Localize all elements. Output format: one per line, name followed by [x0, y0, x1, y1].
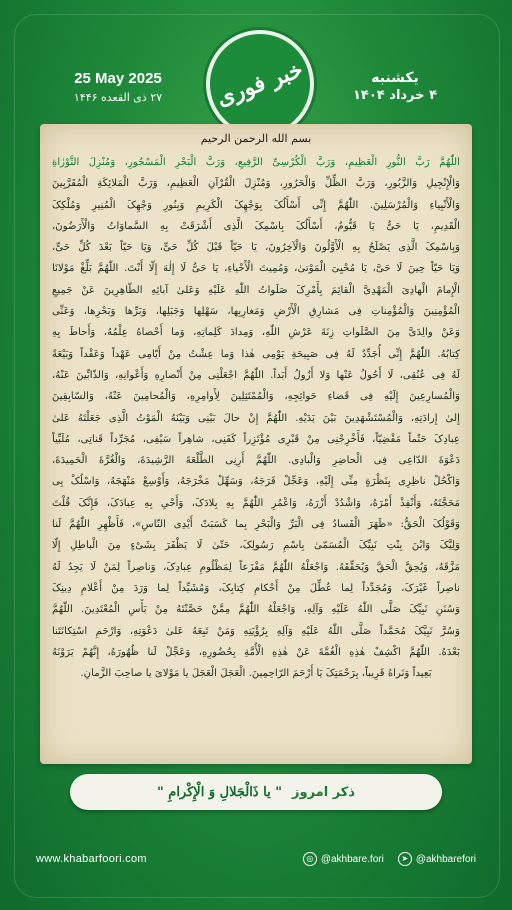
prayer-line: بَعِیداً وَنَراهُ قَرِیباً، بِرَحْمَتِکَ یَا أَرْحَمَ الرّاحِمِینَ. الْعَجَلَ الْعَجَلَ یا مَوْلایَ یا صاحِبَ الزَّمانِ. — [80, 668, 432, 680]
prayer-line: دَعْوَةَ الدّاعِی فِی الْحاضِرِ وَالْبادِی. اللّٰهُمَّ أَرِنِی الطَّلْعَةَ الرَّشِیدَةَ، وَالْغُرَّةَ الْحَمِیدَةَ، — [52, 455, 460, 467]
prayer-line: وَالْأَنْبِیاءِ وَالْمُرْسَلِینَ. اللّٰهُمَّ إِنِّی أَسْأَلُکَ بِوَجْهِکَ الْکَرِیمِ وَبِنُورِ وَجْهِکَ الْمُنِیرِ وَمُلْکِکَ — [52, 199, 460, 211]
prayer-line: وَقَوْلُکَ الْحَقُّ: «ظَهَرَ الْفَسادُ فِی الْبَرِّ وَالْبَحْرِ بِما کَسَبَتْ أَیْدِی النّاسِ»، فَأَظْهِرِ اللّٰهُمَّ لَنا — [52, 519, 460, 531]
prayer-line: وَاکْحُلْ ناظِرِی بِنَظْرَةٍ مِنِّی إِلَیْهِ، وَعَجِّلْ فَرَجَهُ، وَسَهِّلْ مَخْرَجَهُ، وَأَوْسِعْ مَنْهَجَهُ، وَاسْلُکْ بِی — [52, 476, 460, 488]
prayer-line: وَالْمُسارِعِینَ إِلَیْهِ فِی قَضاءِ حَوائِجِهِ، وَالْمُمْتَثِلِینَ لِأَوامِرِهِ، وَالْمُحامِینَ عَنْهُ، وَالسّابِقِینَ — [52, 391, 460, 403]
prayer-line: لَهُ فِی عُنُقِی، لَا أَحُولُ عَنْها وَلا أَزُولُ أَبَداً. اللّٰهُمَّ اجْعَلْنِی مِنْ أَنْصارِهِ وَأَعْوانِهِ، وَالذّابِّینَ عَنْهُ، — [52, 369, 460, 381]
footer — [36, 852, 476, 866]
telegram-icon: ➤ — [398, 852, 412, 866]
prayer-line: بَعْدَهُ. اللّٰهُمَّ اکْشِفْ هٰذِهِ الْغُمَّةَ عَنْ هٰذِهِ الْأُمَّةِ بِحُضُورِهِ، وَعَجِّلْ لَنا ظُهُورَهُ، إِنَّهُمْ یَرَوْنَهُ — [52, 646, 460, 658]
social-telegram[interactable] — [398, 852, 476, 866]
prayer-line: مَحَجَّتَهُ، وَأَنْفِذْ أَمْرَهُ، وَاشْدُدْ أَزْرَهُ، وَاعْمُرِ اللّٰهُمَّ بِهِ بِلادَکَ، وَأَحْیِ بِهِ عِبادَکَ، فَإِنَّکَ قُلْتَ — [52, 497, 460, 509]
prayer-line: وَالْإِنْجِیلِ وَالزَّبُورِ، وَرَبَّ الظِّلِّ وَالْحَرُورِ، وَمُنْزِلَ الْقُرْآنِ الْعَظِیمِ، وَرَبَّ الْمَلائِکَةِ الْمُقَرَّبِینَ — [52, 178, 460, 190]
gregorian-date-block — [58, 70, 178, 104]
prayer-line: وَلِیَّکَ وَابْنَ بِنْتِ نَبِیِّکَ الْمُسَمّىٰ بِاسْمِ رَسُولِکَ، حَتّىٰ لَا یَظْفَرَ بِشَیْءٍ مِنَ الْباطِلِ إِلّا — [52, 540, 460, 552]
zekr-label: ذکر امروز — [292, 784, 356, 800]
prayer-paper — [40, 124, 472, 764]
zekr-text: " یا ذَالْجَلالِ وَ الْإِکْرامِ " — [156, 784, 283, 800]
prayer-line: وَسُنَنِ نَبِیِّکَ صَلَّى اللّٰهُ عَلَیْهِ وَآلِهِ، وَاجْعَلْهُ اللّٰهُمَّ مِمَّنْ حَصَّنْتَهُ مِنْ بَأْسِ الْمُعْتَدِینَ. اللّٰهُمَّ — [52, 604, 460, 616]
telegram-handle: @akhbarefori — [415, 853, 476, 865]
instagram-icon: ◎ — [303, 852, 317, 866]
solar-date-block — [330, 70, 460, 103]
prayer-line: وَبِاسْمِکَ الَّذِی یَصْلَحُ بِهِ الْأَوَّلُونَ وَالْآخِرُونَ، یَا حَیّاً قَبْلَ کُلِّ حَیٍّ، وَیَا حَیّاً بَعْدَ کُلِّ حَیٍّ، — [52, 242, 460, 254]
prayer-text — [52, 152, 460, 752]
prayer-line: وَیَا حَیّاً حِینَ لَا حَیَّ، یَا مُحْیِیَ الْمَوْتىٰ، وَمُمِیتَ الْأَحْیاءِ، یَا حَیُّ لَا إِلٰهَ إِلّا أَنْتَ. اللّٰهُمَّ بَلِّغْ مَوْلانَا — [52, 263, 460, 275]
hijri-date: ۲۷ ذی القعده ۱۴۴۶ — [73, 91, 163, 104]
prayer-line: إِلىٰ إِرادَتِهِ، وَالْمُسْتَشْهَدِینَ بَیْنَ یَدَیْهِ. اللّٰهُمَّ إِنْ حالَ بَیْنِی وَبَیْنَهُ الْمَوْتُ الَّذِی جَعَلْتَهُ عَلىٰ — [52, 412, 460, 424]
prayer-line: ناصِراً غَیْرَکَ، وَمُجَدِّداً لِما عُطِّلَ مِنْ أَحْکامِ کِتابِکَ، وَمُشَیِّداً لِما وَرَدَ مِنْ أَعْلامِ دِینِکَ — [52, 582, 460, 594]
social-links — [303, 852, 476, 866]
prayer-line: وَعَنْ والِدَیَّ مِنَ الصَّلَواتِ زِنَةَ عَرْشِ اللّٰهِ، وَمِدادَ کَلِماتِهِ، وَما أَحْصاهُ عِلْمُهُ، وَأَحاطَ بِهِ — [52, 327, 460, 339]
prayer-line: اللّٰهُمَّ رَبَّ النُّورِ الْعَظِیمِ، وَرَبَّ الْکُرْسِیِّ الرَّفِیعِ، وَرَبَّ الْبَحْرِ الْمَسْجُورِ، وَمُنْزِلَ التَّوْرٰاةِ — [52, 157, 460, 168]
prayer-line: مَزَّقَهُ، وَیُحِقَّ الْحَقَّ وَیُحَقِّقَهُ. وَاجْعَلْهُ اللّٰهُمَّ مَفْزَعاً لِمَظْلُومِ عِبادِکَ، وَناصِراً لِمَنْ لَا یَجِدُ لَهُ — [52, 561, 460, 573]
prayer-line: الْمُؤْمِنِینَ وَالْمُؤْمِناتِ فِی مَشارِقِ الْأَرْضِ وَمَغارِبِها، سَهْلِها وَجَبَلِها، وَبَرِّها وَبَحْرِها، وَعَنِّی — [52, 306, 460, 318]
prayer-line: عِبادِکَ حَتْماً مَقْضِیّاً، فَأَخْرِجْنِی مِنْ قَبْرِی مُؤْتَزِراً کَفَنِی، شاهِراً سَیْفِی، مُجَرِّداً قَناتِی، مُلَبِّیاً — [52, 433, 460, 445]
khabarfoori-logo — [206, 30, 314, 138]
gregorian-date: 25 May 2025 — [74, 70, 162, 87]
logo-text: خبر فوری — [213, 56, 307, 112]
instagram-handle: @akhbare.fori — [320, 853, 384, 865]
solar-date: ۴ خرداد ۱۴۰۴ — [353, 88, 437, 103]
social-instagram[interactable] — [303, 852, 384, 866]
prayer-line: کِتابُهُ. اللّٰهُمَّ إِنِّی أُجَدِّدُ لَهُ فِی صَبِیحَةِ یَوْمِی هٰذا وَما عِشْتُ مِنْ أَیّامِی عَهْداً وَعَقْداً وَبَیْعَةً — [52, 348, 460, 360]
bismillah: بسم الله الرحمن الرحیم — [200, 132, 312, 145]
website-link[interactable]: www.khabarfoori.com — [36, 853, 147, 865]
weekday: یکشنبه — [371, 70, 419, 86]
daily-zekr-banner — [70, 774, 442, 810]
prayer-line: الْقَدِیمِ، یَا حَیُّ یَا قَیُّومُ، أَسْأَلُکَ بِاسْمِکَ الَّذِی أَشْرَقَتْ بِهِ السَّماوَاتُ وَالْأَرَضُونَ، — [52, 220, 460, 232]
prayer-line: وَسُرَّ نَبِیَّکَ مُحَمَّداً صَلَّى اللّٰهُ عَلَیْهِ وَآلِهِ بِرُؤْیَتِهِ وَمَنْ تَبِعَهُ عَلىٰ دَعْوَتِهِ، وَارْحَمِ اسْتِکانَتَنا — [52, 625, 460, 637]
prayer-line: الْإِمامَ الْهادِیَ الْمَهْدِیَّ الْقائِمَ بِأَمْرِکَ صَلَواتُ اللّٰهِ عَلَیْهِ وَعَلىٰ آبائِهِ الطّاهِرِینَ عَنْ جَمِیعِ — [52, 284, 460, 296]
